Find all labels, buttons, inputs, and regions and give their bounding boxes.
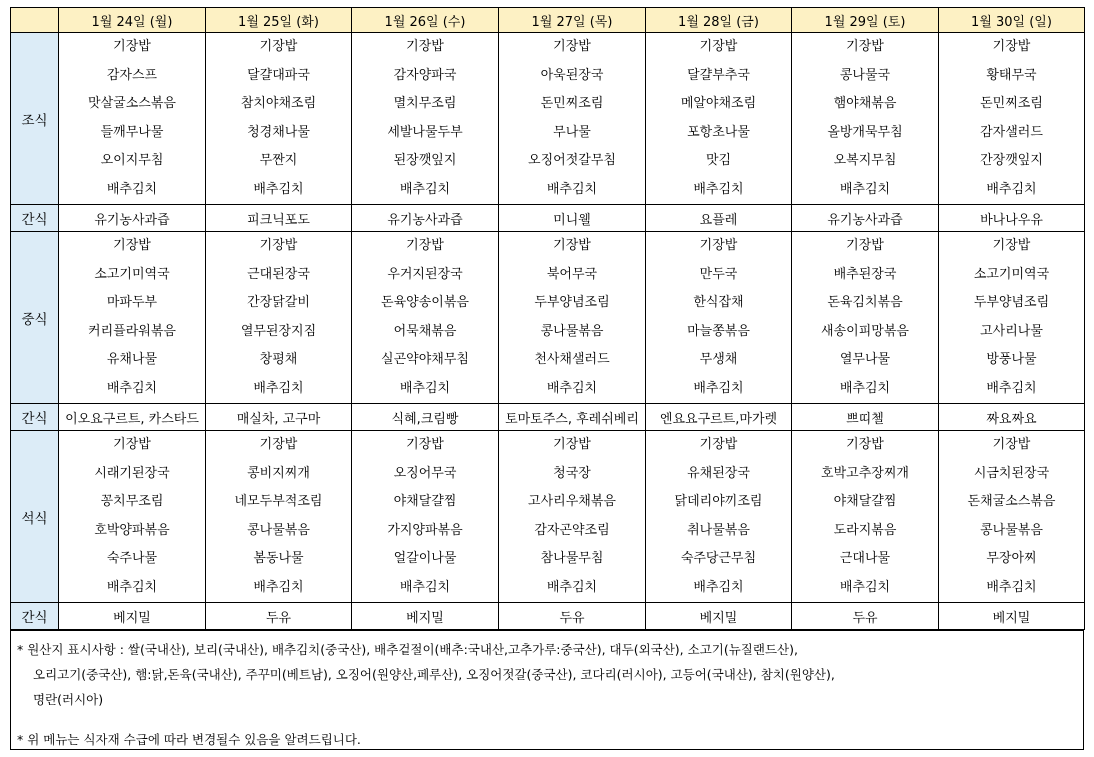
dish-item: 야채달걀찜 [393, 494, 457, 509]
dish-item: 기장밥 [113, 238, 151, 253]
menu-change-notice: * 위 메뉴는 식자재 수급에 따라 변경될수 있음을 알려드립니다. [17, 732, 361, 747]
dish-item: 열무된장지짐 [240, 323, 317, 339]
dish-item: 기장밥 [699, 39, 738, 54]
dish-item: 고사리나물 [980, 323, 1043, 339]
dish-item: 기장밥 [259, 39, 298, 54]
menu-cell [939, 232, 1085, 404]
dish-item: 맛살굴소스볶음 [88, 96, 176, 111]
origin-notice-line: 오리고기(중국산), 햄:닭,돈육(국내산), 주꾸미(베트남), 오징어(원양산,페루산), 오징어젓갈(중국산), 코다리(러시아), 고등어(국내산), 참치(원양산), [33, 667, 835, 682]
menu-cell: 쁘띠첼 [792, 404, 939, 431]
meal-row [11, 232, 1085, 404]
menu-cell: 유기농사과즙 [792, 205, 939, 232]
menu-cell: 베지밀 [646, 603, 792, 630]
dish-item: 기장밥 [699, 437, 738, 452]
dish-item: 두부양념조림 [534, 295, 610, 310]
dish-item: 유채나물 [106, 352, 158, 367]
dish-item: 들깨무나물 [100, 124, 164, 140]
menu-cell [59, 232, 206, 404]
dish-item: 소고기미역국 [94, 266, 170, 282]
menu-cell: 베지밀 [939, 603, 1085, 630]
menu-cell: 토마토주스, 후레쉬베리 [499, 404, 646, 431]
dish-item: 기장밥 [553, 437, 591, 452]
dish-item: 감자양파국 [393, 67, 457, 83]
day-header: 1월 26일 (수) [352, 8, 499, 33]
dish-item: 감자샐러드 [980, 124, 1043, 140]
menu-cell [792, 431, 939, 603]
dish-item: 돈육양송이볶음 [381, 295, 469, 310]
menu-cell: 두유 [499, 603, 646, 630]
menu-cell: 유기농사과즙 [59, 205, 206, 232]
menu-cell: 매실차, 고구마 [206, 404, 352, 431]
dish-item: 달걀대파국 [247, 67, 310, 83]
dish-item: 배추김치 [839, 579, 891, 595]
dish-item: 간장닭갈비 [247, 295, 310, 310]
menu-cell [352, 33, 499, 205]
origin-notice-line: 명란(러시아) [33, 692, 104, 707]
menu-cell [499, 33, 646, 205]
dish-item: 배추된장국 [833, 266, 897, 282]
dish-item: 돈민찌조림 [540, 96, 604, 111]
dish-item: 무짠지 [259, 153, 298, 168]
dish-item: 맛김 [705, 153, 732, 168]
menu-cell [499, 232, 646, 404]
dish-item: 돈채굴소스볶음 [967, 494, 1056, 509]
dish-item: 천사채샐러드 [534, 352, 610, 367]
menu-cell [499, 431, 646, 603]
menu-cell: 두유 [792, 603, 939, 630]
menu-cell [59, 431, 206, 603]
menu-cell [206, 431, 352, 603]
dish-item: 돈육김치볶음 [827, 295, 903, 310]
day-header: 1월 25일 (화) [206, 8, 352, 33]
dish-item: 메알야채조림 [680, 96, 757, 111]
dish-item: 고사리우채볶음 [528, 494, 616, 509]
dish-item: 소고기미역국 [973, 266, 1050, 282]
dish-item: 황태무국 [986, 67, 1037, 83]
dish-item: 배추김치 [546, 579, 598, 595]
menu-cell: 두유 [206, 603, 352, 630]
dish-item: 기장밥 [992, 238, 1031, 253]
menu-cell: 이오요구르트, 카스타드 [59, 404, 206, 431]
dish-item: 배추김치 [399, 380, 451, 396]
dish-item: 달걀부추국 [687, 67, 750, 83]
dish-item: 기장밥 [846, 238, 884, 253]
dish-item: 근대나물 [839, 551, 891, 566]
dish-item: 배추김치 [253, 181, 304, 197]
dish-item: 커리플라워볶음 [88, 323, 176, 339]
dish-item: 배추김치 [986, 181, 1037, 197]
menu-cell: 베지밀 [59, 603, 206, 630]
weekly-menu-table [10, 7, 1085, 630]
dish-item: 배추김치 [986, 579, 1037, 595]
dish-item: 기장밥 [992, 39, 1031, 54]
day-header: 1월 30일 (일) [939, 8, 1085, 33]
dish-item: 우거지된장국 [387, 266, 463, 282]
menu-cell: 미니웰 [499, 205, 646, 232]
dish-item: 돈민찌조림 [980, 96, 1043, 111]
dish-item: 기장밥 [113, 39, 151, 54]
dish-item: 참나물무침 [540, 551, 604, 566]
dish-item: 오징어젓갈무침 [528, 153, 616, 168]
dish-item: 기장밥 [113, 437, 151, 452]
dish-item: 세발나물두부 [387, 124, 463, 140]
day-header: 1월 27일 (목) [499, 8, 646, 33]
dish-item: 가지양파볶음 [387, 522, 463, 538]
dish-item: 닭데리야끼조림 [674, 494, 763, 509]
dish-item: 마파두부 [106, 295, 158, 310]
dish-item: 방풍나물 [986, 352, 1037, 367]
menu-cell [352, 431, 499, 603]
dish-item: 취나물볶음 [687, 522, 750, 538]
dish-item: 기장밥 [406, 39, 444, 54]
menu-cell: 베지밀 [352, 603, 499, 630]
dish-item: 기장밥 [406, 437, 444, 452]
dish-item: 오이지무침 [100, 153, 164, 168]
dish-item: 기장밥 [846, 437, 884, 452]
dish-item: 올방개묵무침 [827, 124, 903, 140]
dish-item: 한식잡채 [693, 295, 744, 310]
dish-item: 꽁치무조림 [100, 494, 164, 509]
dish-item: 배추김치 [253, 380, 304, 396]
dish-item: 봄동나물 [253, 551, 304, 566]
dish-item: 햄야채볶음 [833, 96, 897, 111]
dish-item: 유채된장국 [687, 465, 750, 481]
day-header-row [11, 8, 1085, 33]
menu-cell: 바나나우유 [939, 205, 1085, 232]
menu-cell: 식혜,크림빵 [352, 404, 499, 431]
dish-item: 참치야채조림 [240, 96, 317, 111]
dish-item: 네모두부적조림 [234, 494, 323, 509]
dish-item: 호박양파볶음 [94, 522, 170, 538]
dish-item: 된장깻잎지 [393, 153, 457, 168]
dish-item: 포항초나물 [687, 124, 750, 140]
dish-item: 배추김치 [399, 181, 451, 197]
dish-item: 멸치무조림 [393, 96, 457, 111]
meal-label: 중식 [11, 232, 59, 404]
dish-item: 배추김치 [986, 380, 1037, 396]
dish-item: 무생채 [699, 352, 738, 367]
meal-label: 석식 [11, 431, 59, 603]
notice-box [10, 630, 1084, 750]
dish-item: 간장깻잎지 [980, 153, 1043, 168]
menu-cell [646, 33, 792, 205]
dish-item: 마늘쫑볶음 [687, 323, 750, 339]
dish-item: 도라지볶음 [833, 522, 897, 538]
dish-item: 배추김치 [399, 579, 451, 595]
dish-item: 기장밥 [553, 39, 591, 54]
menu-cell: 요플레 [646, 205, 792, 232]
dish-item: 배추김치 [106, 380, 158, 396]
menu-cell: 유기농사과즙 [352, 205, 499, 232]
dish-item: 청경채나물 [247, 124, 310, 140]
dish-item: 창평채 [259, 352, 298, 367]
dish-item: 숙주나물 [106, 551, 158, 566]
snack-label: 간식 [11, 404, 59, 431]
menu-cell: 피크닉포도 [206, 205, 352, 232]
menu-cell [206, 33, 352, 205]
menu-cell [792, 232, 939, 404]
menu-cell: 짜요짜요 [939, 404, 1085, 431]
menu-cell [646, 232, 792, 404]
dish-item: 얼갈이나물 [393, 551, 457, 566]
dish-item: 기장밥 [259, 437, 298, 452]
menu-cell [206, 232, 352, 404]
day-header: 1월 29일 (토) [792, 8, 939, 33]
dish-item: 숙주당근무침 [680, 551, 757, 566]
dish-item: 야채달걀찜 [833, 494, 897, 509]
snack-label: 간식 [11, 603, 59, 630]
snack-row [11, 404, 1085, 431]
meal-row [11, 431, 1085, 603]
day-header: 1월 28일 (금) [646, 8, 792, 33]
dish-item: 배추김치 [693, 181, 744, 197]
dish-item: 기장밥 [406, 238, 444, 253]
dish-item: 배추김치 [839, 181, 891, 197]
meal-label: 조식 [11, 33, 59, 205]
dish-item: 새송이피망볶음 [821, 323, 909, 339]
menu-cell [646, 431, 792, 603]
dish-item: 배추김치 [839, 380, 891, 396]
dish-item: 기장밥 [699, 238, 738, 253]
dish-item: 배추김치 [693, 380, 744, 396]
dish-item: 무나물 [553, 124, 591, 140]
dish-item: 열무나물 [839, 352, 891, 367]
day-header: 1월 24일 (월) [59, 8, 206, 33]
dish-item: 콩나물볶음 [540, 323, 604, 339]
dish-item: 청국장 [553, 465, 591, 481]
dish-item: 기장밥 [992, 437, 1031, 452]
dish-item: 배추김치 [106, 181, 158, 197]
menu-cell [939, 431, 1085, 603]
dish-item: 오징어무국 [393, 465, 457, 481]
menu-cell [352, 232, 499, 404]
dish-item: 배추김치 [546, 181, 598, 197]
dish-item: 만두국 [699, 266, 738, 282]
menu-cell: 엔요요구르트,마가렛 [646, 404, 792, 431]
dish-item: 시금치된장국 [973, 465, 1050, 481]
meal-row [11, 33, 1085, 205]
dish-item: 시래기된장국 [94, 465, 170, 481]
menu-cell [792, 33, 939, 205]
dish-item: 배추김치 [106, 579, 158, 595]
dish-item: 북어무국 [546, 266, 598, 282]
dish-item: 무장아찌 [986, 551, 1037, 566]
dish-item: 어묵채볶음 [393, 323, 457, 339]
dish-item: 배추김치 [693, 579, 744, 595]
dish-item: 아욱된장국 [540, 67, 604, 83]
origin-notice-line: * 원산지 표시사항 : 쌀(국내산), 보리(국내산), 배추김치(중국산), 배추겉절이(배추:국내산,고추가루:중국산), 대두(외국산), 소고기(뉴질랜드산), [17, 642, 798, 657]
dish-item: 기장밥 [846, 39, 884, 54]
dish-item: 호박고추장찌개 [821, 465, 909, 481]
dish-item: 실곤약야채무침 [381, 352, 469, 367]
header-corner [11, 8, 59, 33]
snack-label: 간식 [11, 205, 59, 232]
dish-item: 콩비지찌개 [247, 465, 310, 481]
dish-item: 콩나물볶음 [247, 522, 310, 538]
dish-item: 기장밥 [259, 238, 298, 253]
dish-item: 기장밥 [553, 238, 591, 253]
dish-item: 근대된장국 [247, 266, 310, 282]
dish-item: 배추김치 [546, 380, 598, 396]
dish-item: 오복지무침 [833, 153, 897, 168]
dish-item: 감자곤약조림 [534, 522, 610, 538]
menu-cell [939, 33, 1085, 205]
snack-row [11, 205, 1085, 232]
dish-item: 감자스프 [106, 67, 158, 83]
snack-row [11, 603, 1085, 630]
dish-item: 콩나물볶음 [980, 522, 1043, 538]
menu-cell [59, 33, 206, 205]
dish-item: 두부양념조림 [973, 295, 1050, 310]
dish-item: 콩나물국 [839, 67, 891, 83]
dish-item: 배추김치 [253, 579, 304, 595]
